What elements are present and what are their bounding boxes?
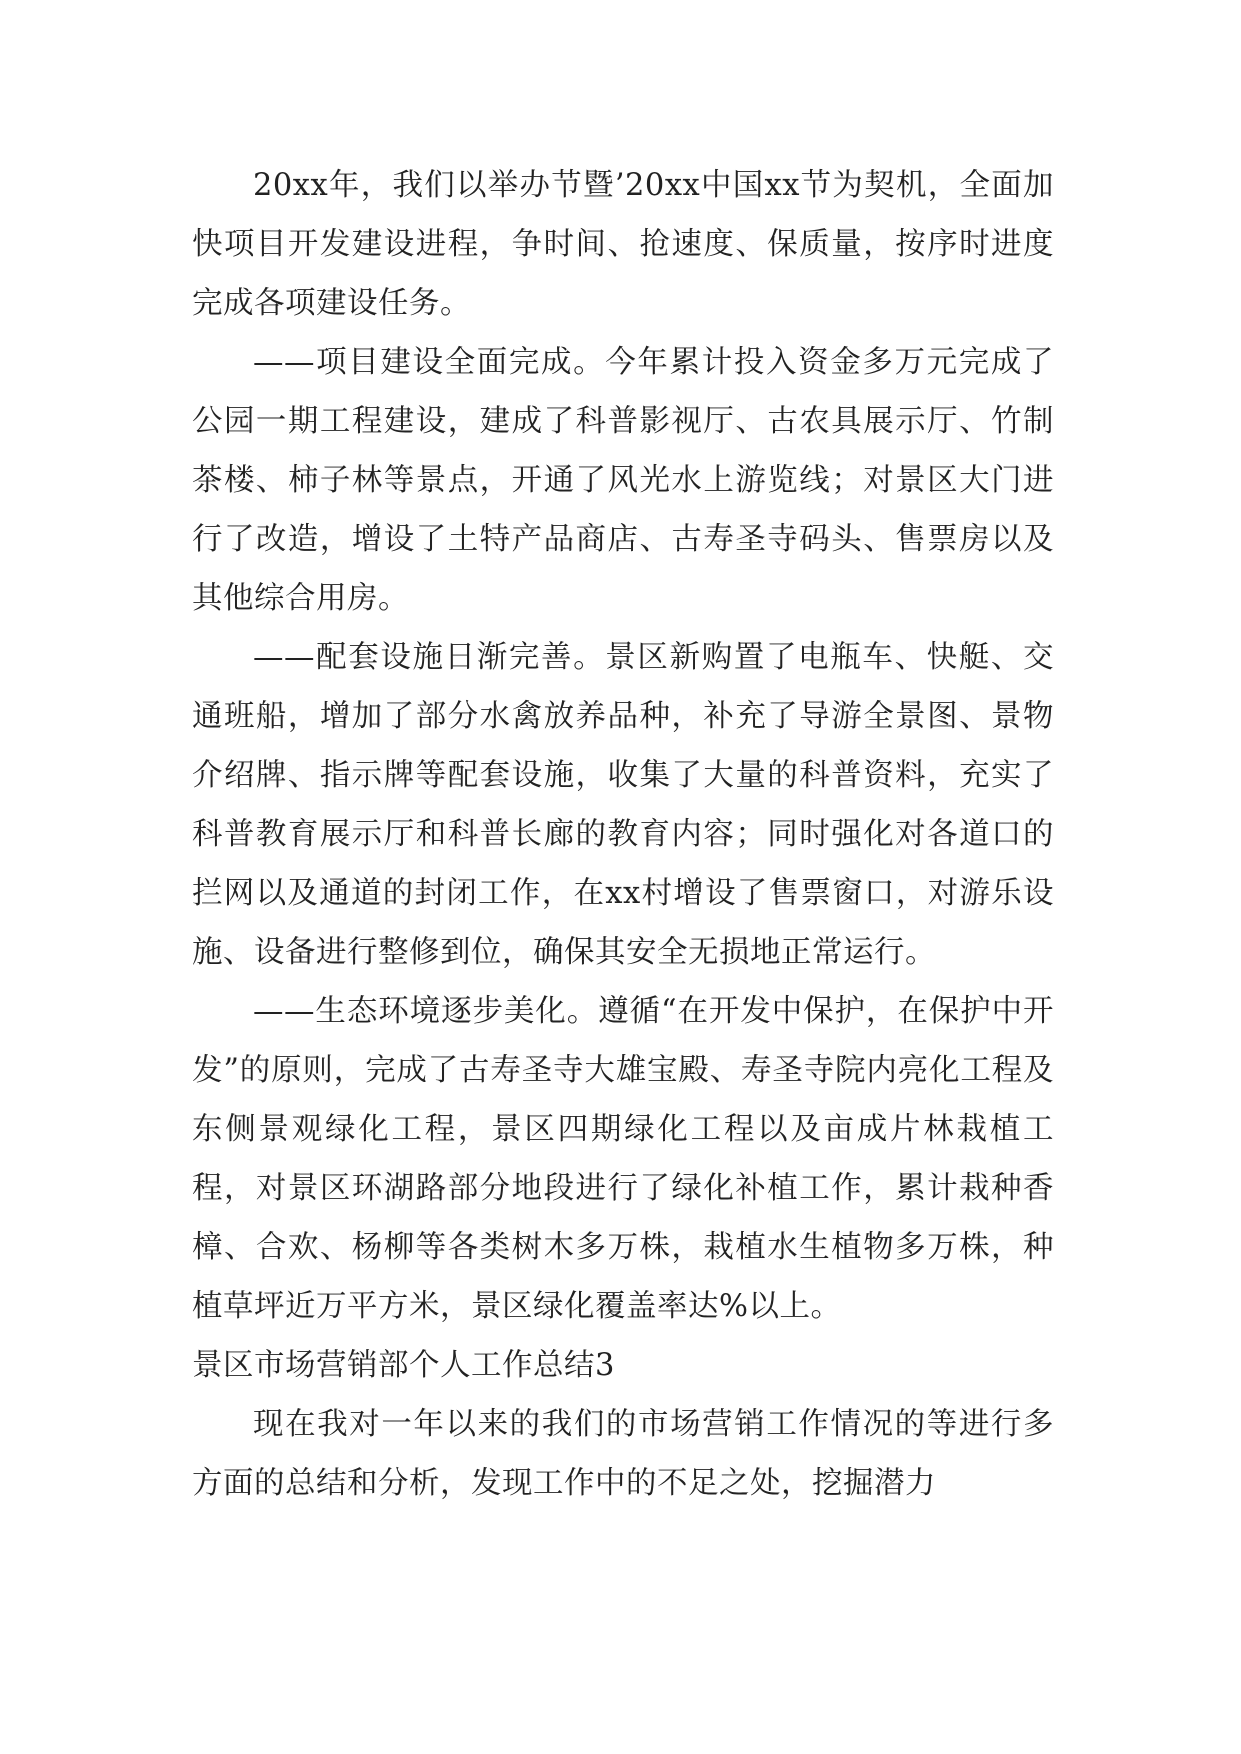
paragraph-closing: 现在我对一年以来的我们的市场营销工作情况的等进行多方面的总结和分析，发现工作中的不足之处，挖掘潜力	[192, 1407, 1054, 1501]
paragraph-ecological-environment: ——生态环境逐步美化。遵循“在开发中保护，在保护中开发”的原则，完成了古寿圣寺大雄宝殿、寿圣寺院内亮化工程及东侧景观绿化工程，景区四期绿化工程以及亩成片林栽植工程，对景区环湖路部分地段进行了绿化补植工作，累计栽种香樟、合欢、杨柳等各类树木多万株，栽植水生植物多万株，种植草坪近万平方米，景区绿化覆盖率达%以上。	[192, 994, 1054, 1324]
paragraph-project-construction: ——项目建设全面完成。今年累计投入资金多万元完成了公园一期工程建设，建成了科普影视厅、古农具展示厅、竹制茶楼、柿子林等景点，开通了风光水上游览线；对景区大门进行了改造，增设了土特产品商店、古寿圣寺码头、售票房以及其他综合用房。	[192, 345, 1054, 616]
section-heading: 景区市场营销部个人工作总结3	[192, 1348, 615, 1383]
document-body	[192, 156, 1054, 1513]
paragraph-supporting-facilities: ——配套设施日渐完善。景区新购置了电瓶车、快艇、交通班船，增加了部分水禽放养品种，补充了导游全景图、景物介绍牌、指示牌等配套设施，收集了大量的科普资料，充实了科普教育展示厅和科普长廊的教育内容；同时强化对各道口的拦网以及通道的封闭工作，在xx村增设了售票窗口，对游乐设施、设备进行整修到位，确保其安全无损地正常运行。	[192, 640, 1054, 970]
paragraph-intro: 20xx年，我们以举办节暨’20xx中国xx节为契机，全面加快项目开发建设进程，争时间、抢速度、保质量，按序时进度完成各项建设任务。	[192, 168, 1054, 321]
